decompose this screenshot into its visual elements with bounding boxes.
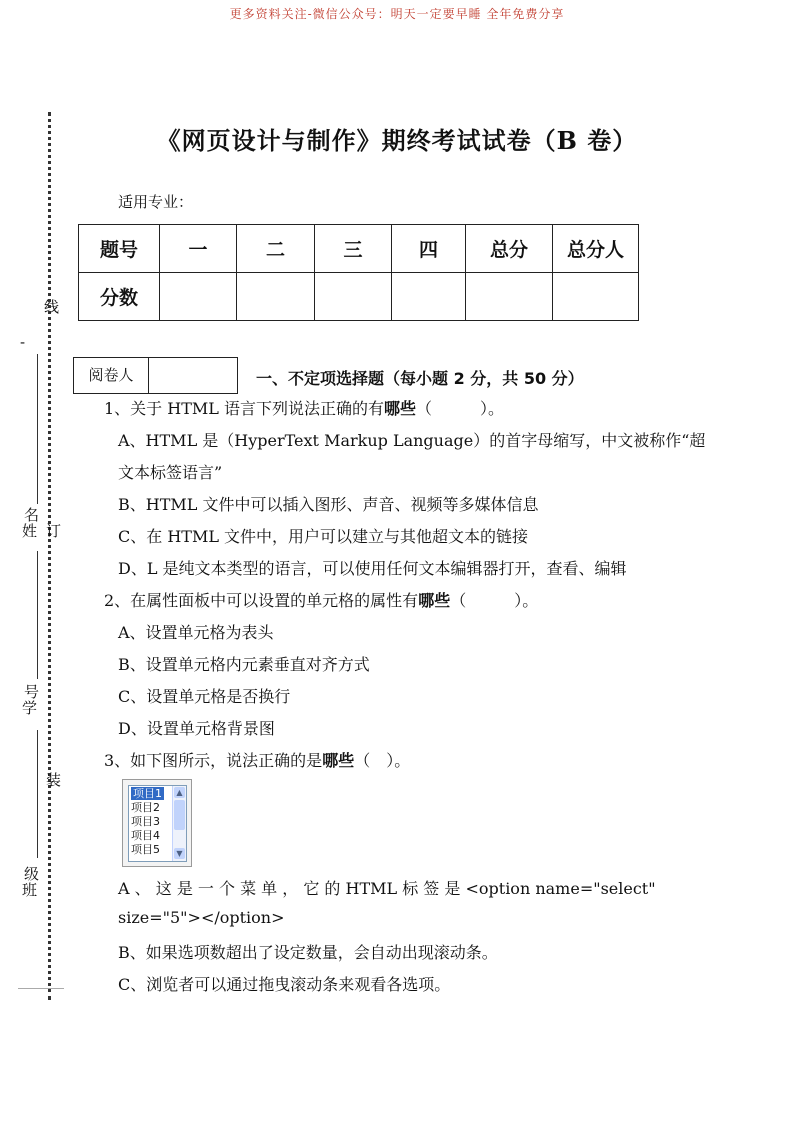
question-1-option-a-cont: 文本标签语言” [118,463,223,482]
question-2-option-c: C、设置单元格是否换行 [118,687,291,706]
score-cell[interactable] [237,273,315,321]
scroll-down-arrow-icon[interactable]: ▼ [174,848,185,859]
stem-emphasis: 哪些 [418,591,451,610]
stem-text: 1、关于 HTML 语言下列说法正确的有 [104,399,384,418]
score-table-header-row [79,225,639,273]
stem-text: 2、在属性面板中可以设置的单元格的属性有 [104,591,419,610]
fill-line-class [37,730,38,858]
stem-emphasis: 哪些 [322,751,355,770]
listbox-item[interactable]: 项目1 [133,787,162,800]
margin-label-student-no-2: 学 [22,699,38,717]
header-cell: 题号 [79,225,160,273]
margin-bottom-rule [18,988,64,989]
header-banner: 更多资料关注-微信公众号：明天一定要早睡 全年免费分享 [229,7,565,21]
listbox-item[interactable]: 项目4 [131,829,160,842]
section-heading: 一、不定项选择题（每小题 2 分，共 50 分） [256,369,584,388]
header-cell: 三 [315,225,392,273]
stem-blank: （ ）。 [354,751,411,770]
header-cell: 总分人 [553,225,639,273]
major-label: 适用专业： [118,193,194,211]
question-3-option-a: A 、 这 是 一 个 菜 单 ， 它 的 HTML 标 签 是 <option name="select" [118,879,656,898]
question-1-stem [104,396,504,419]
margin-label-name-2: 姓 [22,522,38,540]
listbox-scrollbar[interactable] [172,786,186,861]
question-1-option-b: B、HTML 文件中可以插入图形、声音、视频等多媒体信息 [118,495,539,514]
margin-dash: - [20,333,26,351]
question-3-option-a-cont: size="5"></option> [118,908,285,927]
header-cell: 一 [160,225,237,273]
scroll-thumb[interactable] [174,800,185,830]
header-cell: 二 [237,225,315,273]
question-1-option-a: A、HTML 是（HyperText Markup Language）的首字母缩写，中文被称作“超 [118,431,706,450]
listbox-item[interactable]: 项目3 [131,815,160,828]
score-table-score-row [79,273,639,321]
margin-label-ding: 订 [46,522,62,540]
question-3-stem [104,748,410,771]
margin-label-xian: 线 [44,298,60,316]
margin-label-student-no-1: 号 [24,683,40,701]
question-2-option-a: A、设置单元格为表头 [118,623,274,642]
header-cell: 四 [392,225,466,273]
question-2-stem [104,588,538,611]
fill-line-student-no [37,551,38,679]
score-cell[interactable] [392,273,466,321]
question-3-option-b: B、如果选项数超出了设定数量，会自动出现滚动条。 [118,943,498,962]
score-cell[interactable] [315,273,392,321]
margin-label-zhuang: 装 [46,771,62,789]
score-cell[interactable] [553,273,639,321]
question-1-option-c: C、在 HTML 文件中，用户可以建立与其他超文本的链接 [118,527,529,546]
binding-dotted-line [48,112,51,1000]
select-listbox-figure [122,779,192,867]
reader-box [73,357,238,394]
score-cell[interactable] [466,273,553,321]
stem-blank: （ ）。 [416,399,505,418]
exam-title: 《网页设计与制作》期终考试试卷（B 卷） [156,126,638,155]
question-3-option-c: C、浏览者可以通过拖曳滚动条来观看各选项。 [118,975,451,994]
stem-text: 3、如下图所示，说法正确的是 [104,751,323,770]
stem-emphasis: 哪些 [384,399,417,418]
reader-label: 阅卷人 [74,358,149,393]
score-cell[interactable] [160,273,237,321]
scroll-up-arrow-icon[interactable]: ▲ [174,787,185,798]
score-table [78,224,639,321]
margin-label-class-2: 班 [22,881,38,899]
question-2-option-b: B、设置单元格内元素垂直对齐方式 [118,655,370,674]
fill-line-name [37,354,38,504]
listbox-item[interactable]: 项目2 [131,801,160,814]
margin-label-class-1: 级 [24,865,40,883]
listbox-item[interactable]: 项目5 [131,843,160,856]
listbox-frame [128,785,187,862]
margin-label-name-1: 名 [24,506,40,524]
question-2-option-d: D、设置单元格背景图 [118,719,275,738]
stem-blank: （ ）。 [450,591,539,610]
row-label-cell: 分数 [79,273,160,321]
header-cell: 总分 [466,225,553,273]
question-1-option-d: D、L 是纯文本类型的语言，可以使用任何文本编辑器打开，查看、编辑 [118,559,627,578]
